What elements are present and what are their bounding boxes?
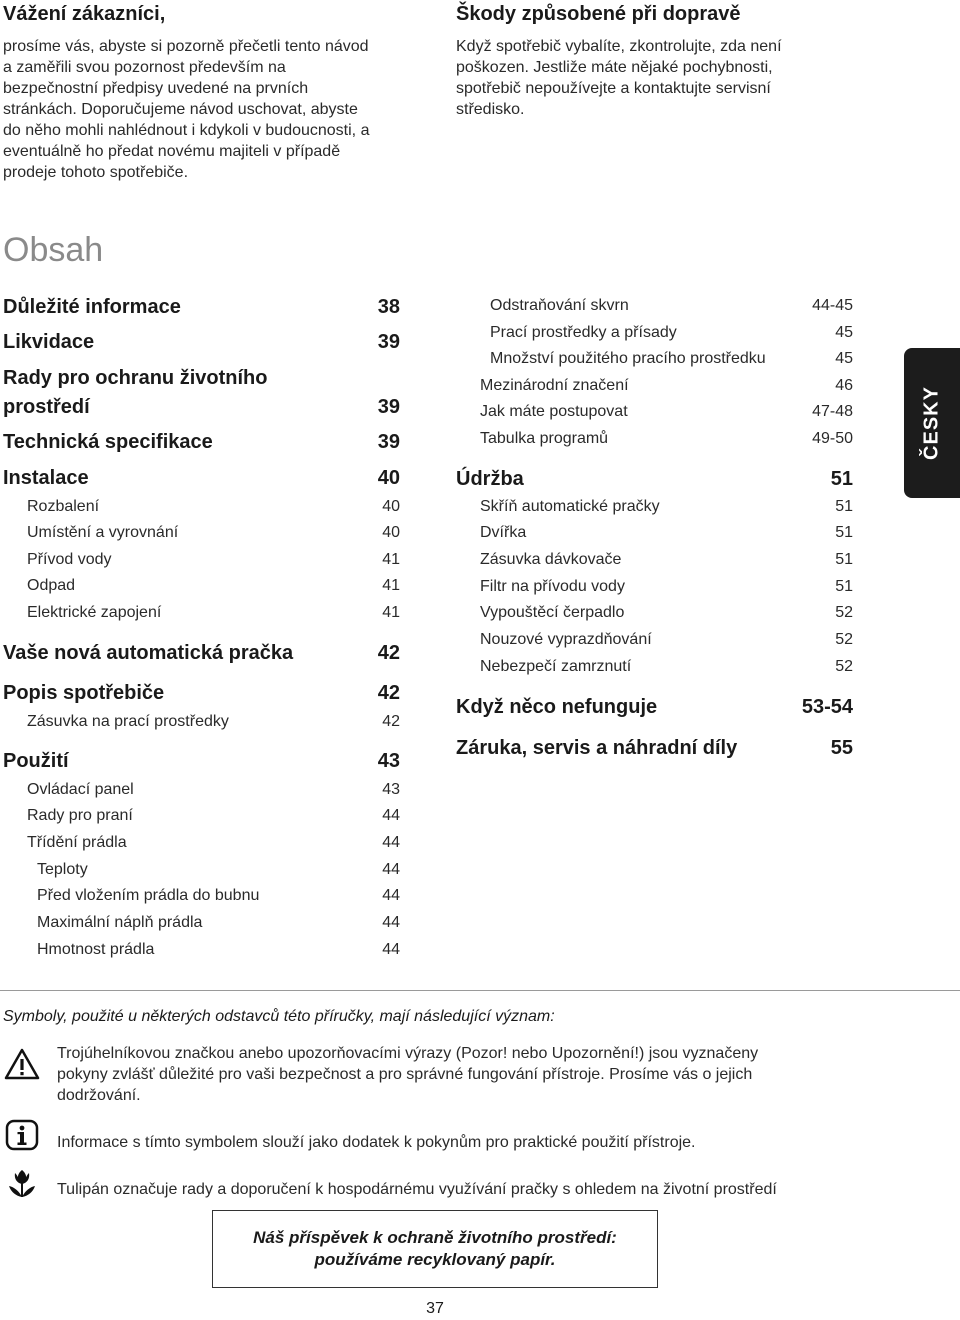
toc-entry-title: Použití: [3, 750, 69, 772]
toc-entry[interactable]: [3, 638, 400, 668]
toc-entry[interactable]: [27, 709, 400, 735]
toc-entry-title: Umístění a vyrovnání: [27, 524, 179, 541]
toc-entry-page: 44-45: [812, 297, 853, 314]
toc-entry-title: Údržba: [456, 468, 524, 490]
toc-entry-page: 40: [382, 498, 400, 515]
toc-entry-page: 44: [382, 941, 400, 958]
toc-entry[interactable]: [3, 746, 400, 776]
toc-entry-title: Instalace: [3, 467, 89, 489]
toc-entry-title: Popis spotřebiče: [3, 682, 165, 704]
toc-entry-page: 44: [382, 834, 400, 851]
toc-entry-title: Ovládací panel: [27, 781, 134, 798]
warning-line: pokyny zvlášť důležité pro vaši bezpečnost a pro správné fungování přístroje. Prosíme vás o jejich: [57, 1066, 753, 1083]
toc-entry-title: Rady pro praní: [27, 807, 133, 824]
toc-entry[interactable]: [456, 692, 853, 722]
toc-entry-title: Elektrické zapojení: [27, 604, 162, 621]
toc-entry[interactable]: [27, 803, 400, 829]
toc-entry-title: Tabulka programů: [480, 430, 609, 447]
toc-entry[interactable]: [480, 547, 853, 573]
toc-entry-page: 41: [382, 577, 400, 594]
toc-entry-title: Teploty: [37, 861, 88, 878]
toc-entry[interactable]: [456, 464, 853, 494]
toc-entry[interactable]: [480, 600, 853, 626]
toc-entry-page: 52: [835, 658, 853, 675]
toc-entry-title: Technická specifikace: [3, 431, 213, 453]
toc-entry-title: Maximální náplň prádla: [37, 914, 203, 931]
language-tab-label: ČESKY: [920, 386, 943, 460]
toc-entry-page: 43: [382, 781, 400, 798]
damage-line: Když spotřebič vybalíte, zkontrolujte, zda není: [456, 38, 782, 55]
toc-entry-title: Vaše nová automatická pračka: [3, 642, 294, 664]
toc-entry[interactable]: [480, 654, 853, 680]
toc-entry-page: 38: [377, 296, 400, 318]
toc-entry-page: 49-50: [812, 430, 853, 447]
toc-entry-page: 52: [835, 604, 853, 621]
toc-entry[interactable]: [3, 463, 400, 493]
toc-entry-title: Filtr na přívodu vody: [480, 578, 625, 595]
toc-entry[interactable]: [27, 830, 400, 856]
toc-entry[interactable]: [480, 373, 853, 399]
toc-entry[interactable]: [480, 426, 853, 452]
info-description: Informace s tímto symbolem slouží jako dodatek k pokynům pro praktické použití přístroje.: [57, 1134, 696, 1151]
toc-entry-page: 44: [382, 861, 400, 878]
toc-entry-page: 42: [377, 682, 400, 704]
toc-entry-title: Když něco nefunguje: [456, 696, 658, 718]
toc-entry-page: 41: [382, 604, 400, 621]
toc-entry-title: Rady pro ochranu životního: [3, 367, 268, 389]
toc-entry-page: 53-54: [801, 696, 853, 718]
toc-entry-title: Rozbalení: [27, 498, 100, 515]
eco-line-1: Náš příspěvek k ochraně životního prostředí:: [253, 1228, 617, 1247]
damage-paragraph: [456, 36, 856, 120]
toc-entry-title: Zásuvka na prací prostředky: [27, 713, 229, 730]
language-tab: [904, 348, 960, 498]
damage-line: středisko.: [456, 101, 525, 118]
toc-entry-page: 51: [835, 524, 853, 541]
toc-entry-title: Prací prostředky a přísady: [490, 324, 677, 341]
toc-entry-title: Třídění prádla: [27, 834, 127, 851]
toc-entry-page: 40: [382, 524, 400, 541]
warning-triangle-icon: [4, 1048, 40, 1085]
toc-entry-title: Odstraňování skvrn: [490, 297, 629, 314]
toc-entry-title: Vypouštěcí čerpadlo: [480, 604, 625, 621]
damage-heading: Škody způsobené při dopravě: [456, 3, 741, 25]
toc-entry-title: Přívod vody: [27, 551, 112, 568]
toc-entry-title: Odpad: [27, 577, 76, 594]
toc-entry[interactable]: [480, 627, 853, 653]
toc-entry-title: prostředí: [3, 396, 90, 418]
toc-entry-page: 41: [382, 551, 400, 568]
toc-entry-page: 51: [830, 468, 853, 490]
toc-entry-page: 44: [382, 887, 400, 904]
toc-entry-title: Množství použitého pracího prostředku: [490, 350, 766, 367]
intro-line: a zaměřili svou pozornost především na: [3, 59, 286, 76]
intro-line: stránkách. Doporučujeme návod uschovat, abyste: [3, 101, 358, 118]
toc-entry[interactable]: [27, 600, 400, 626]
toc-entry-title: Nouzové vyprazdňování: [480, 631, 652, 648]
toc-entry[interactable]: [480, 399, 853, 425]
tulip-icon: [6, 1166, 38, 1205]
toc-entry-page: 40: [377, 467, 400, 489]
toc-entry-page: 39: [377, 331, 400, 353]
toc-entry-page: 46: [835, 377, 853, 394]
intro-line: bezpečnostní předpisy uvedené na prvních: [3, 80, 309, 97]
warning-line: Trojúhelníkovou značkou anebo upozorňovacími výrazy (Pozor! nebo Upozornění!) jsou vyznačeny: [57, 1045, 759, 1062]
intro-line: prosíme vás, abyste si pozorně přečetli tento návod: [3, 38, 369, 55]
toc-entry[interactable]: [490, 346, 853, 372]
toc-entry-title: Důležité informace: [3, 296, 181, 318]
toc-entry-title: Dvířka: [480, 524, 527, 541]
intro-line: do něho mohli nahlédnout i kdykoli v budoucnosti, a: [3, 122, 370, 139]
toc-entry[interactable]: [27, 547, 400, 573]
toc-entry-page: 55: [830, 737, 853, 759]
toc-entry[interactable]: [490, 320, 853, 346]
page-number: 37: [426, 1300, 444, 1317]
toc-entry-page: 43: [377, 750, 400, 772]
toc-entry-title: Hmotnost prádla: [37, 941, 155, 958]
toc-entry[interactable]: [490, 293, 853, 319]
toc-entry[interactable]: [37, 910, 400, 936]
tulip-description: Tulipán označuje rady a doporučení k hospodárnému využívání pračky s ohledem na životní prostředí: [57, 1181, 777, 1198]
toc-entry-page: 51: [835, 498, 853, 515]
intro-line: eventuálně ho předat novému majiteli v případě: [3, 143, 341, 160]
toc-entry-title: Skříň automatické pračky: [480, 498, 660, 515]
toc-entry[interactable]: [3, 327, 400, 357]
damage-line: spotřebič nepoužívejte a kontaktujte servisní: [456, 80, 771, 97]
symbols-title: Symboly, použité u některých odstavců této příručky, mají následující význam:: [3, 1008, 555, 1025]
eco-notice-box: [212, 1210, 658, 1288]
toc-entry-page: 45: [835, 350, 853, 367]
toc-entry[interactable]: [480, 494, 853, 520]
section-divider: [0, 990, 960, 991]
toc-entry[interactable]: [480, 520, 853, 546]
warning-line: dodržování.: [57, 1087, 141, 1104]
toc-entry-page: 42: [382, 713, 400, 730]
toc-entry[interactable]: [3, 292, 400, 322]
toc-entry[interactable]: [3, 363, 400, 393]
toc-entry-page: 51: [835, 578, 853, 595]
toc-entry[interactable]: [3, 427, 400, 457]
info-icon: [5, 1119, 39, 1156]
toc-entry-page: 44: [382, 914, 400, 931]
damage-line: poškozen. Jestliže máte nějaké pochybnosti,: [456, 59, 773, 76]
warning-description: [57, 1043, 857, 1106]
toc-entry[interactable]: [27, 494, 400, 520]
toc-entry[interactable]: [456, 733, 853, 763]
toc-entry-page: 39: [377, 431, 400, 453]
toc-entry[interactable]: [37, 857, 400, 883]
toc-entry-page: 47-48: [812, 403, 853, 420]
toc-title: Obsah: [3, 231, 104, 269]
intro-heading: Vážení zákazníci,: [3, 3, 166, 25]
toc-entry[interactable]: [480, 574, 853, 600]
toc-entry-page: 39: [377, 396, 400, 418]
toc-entry[interactable]: [3, 678, 400, 708]
toc-entry-title: Likvidace: [3, 331, 95, 353]
toc-entry-page: 42: [377, 642, 400, 664]
toc-entry-title: Nebezpečí zamrznutí: [480, 658, 632, 675]
intro-line: prodeje tohoto spotřebiče.: [3, 164, 189, 181]
toc-entry-page: 52: [835, 631, 853, 648]
intro-paragraph: [3, 36, 423, 183]
toc-entry-title: Zásuvka dávkovače: [480, 551, 622, 568]
toc-entry-page: 44: [382, 807, 400, 824]
toc-entry-page: 51: [835, 551, 853, 568]
toc-entry[interactable]: [37, 937, 400, 963]
toc-entry-title: Mezinárodní značení: [480, 377, 629, 394]
toc-entry[interactable]: [27, 520, 400, 546]
eco-line-2: používáme recyklovaný papír.: [314, 1250, 556, 1269]
toc-entry-page: 45: [835, 324, 853, 341]
toc-entry[interactable]: [37, 883, 400, 909]
toc-entry[interactable]: [27, 573, 400, 599]
toc-entry[interactable]: [27, 777, 400, 803]
toc-entry[interactable]: [3, 392, 400, 422]
toc-entry-title: Před vložením prádla do bubnu: [37, 887, 260, 904]
toc-entry-title: Záruka, servis a náhradní díly: [456, 737, 738, 759]
toc-entry-title: Jak máte postupovat: [480, 403, 628, 420]
